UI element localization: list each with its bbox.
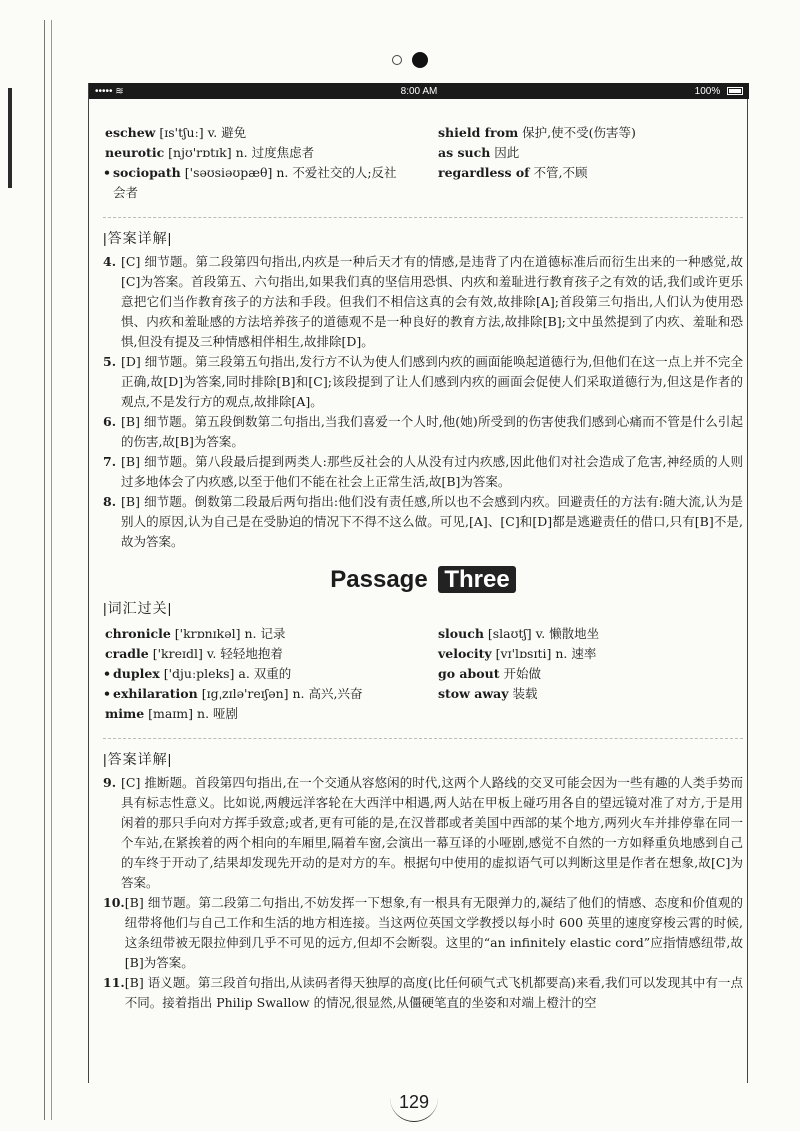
vocab-definition: ['kreɪdl] v. 轻轻地抱着 bbox=[148, 646, 283, 661]
vocab-item bbox=[103, 123, 428, 143]
answer-item bbox=[103, 973, 743, 1013]
vocab-word: mime bbox=[105, 706, 145, 721]
vocab-item bbox=[103, 704, 428, 724]
signal-indicator: ••••• ≋ bbox=[95, 85, 124, 97]
status-bar bbox=[89, 83, 749, 99]
vocab-definition-continued: 会者 bbox=[113, 185, 139, 200]
vocab-definition: [njʊ'rɒtɪk] n. 过度焦虑者 bbox=[164, 145, 315, 160]
answer-item bbox=[103, 492, 743, 552]
vocab-word: slouch bbox=[438, 626, 484, 641]
answer-item bbox=[103, 252, 743, 352]
vocab-column-left bbox=[103, 123, 428, 203]
answer-item bbox=[103, 893, 743, 973]
answers-list-2 bbox=[103, 773, 743, 1013]
answer-text: [B] 细节题。第二段第二句指出,不妨发挥一下想象,有一根具有无限弹力的,凝结了他们的情感、态度和价值观的纽带将他们与自己工作和生活的地方相连接。当这两位英国文学教授以每小时 600 英里的速度穿梭云霄的时候,这条纽带被无限拉伸到几乎不可见的远方,但却不会断裂。这里的“an infinitely elastic cord”应指情感纽带,故[B]为答案。 bbox=[124, 895, 743, 970]
page-content bbox=[103, 123, 743, 1013]
camera-dots bbox=[392, 52, 428, 68]
vocab-item bbox=[103, 163, 428, 183]
vocab-item bbox=[438, 664, 743, 684]
answer-text: [B] 语义题。第三段首句指出,从读码者得天独厚的高度(比任何硕气式飞机都要高)来看,我们可以发现其中有一点不同。接着指出 Philip Swallow 的情况,很显然,从僵硬笔直的坐姿和对端上橙汁的空 bbox=[124, 975, 743, 1010]
passage-number: Three bbox=[438, 566, 515, 593]
vocab-definition: ['səʊsiəʊpæθ] n. 不爱社交的人;反社 bbox=[180, 165, 397, 180]
answer-number: 10. bbox=[103, 895, 125, 910]
answers-heading: |答案详解| bbox=[103, 751, 173, 767]
divider bbox=[103, 738, 743, 739]
answer-item bbox=[103, 412, 743, 452]
vocab-word: cradle bbox=[105, 646, 149, 661]
answers-heading: |答案详解| bbox=[103, 230, 173, 246]
answer-text: [B] 细节题。第八段最后提到两类人:那些反社会的人从没有过内疚感,因此他们对社会造成了危害,神经质的人则过多地体会了内疚感,以至于他们不能在社会上正常生活,故[B]为答案。 bbox=[121, 454, 743, 489]
vocab-word: duplex bbox=[113, 666, 160, 681]
vocab-definition: 因此 bbox=[490, 145, 520, 160]
vocab-item bbox=[438, 123, 743, 143]
camera-icon bbox=[412, 52, 428, 68]
answers-list-1 bbox=[103, 252, 743, 552]
star-marker: • bbox=[103, 686, 111, 701]
page-number: 129 bbox=[390, 1092, 438, 1122]
vocab-word: eschew bbox=[105, 125, 156, 140]
answer-number: 7. bbox=[103, 454, 117, 469]
vocab-word: go about bbox=[438, 666, 500, 681]
battery-percent: 100% bbox=[694, 85, 721, 97]
star-marker: • bbox=[103, 666, 111, 681]
vocab-word: velocity bbox=[438, 646, 492, 661]
passage-word: Passage bbox=[330, 566, 428, 593]
vocab-item bbox=[438, 684, 743, 704]
margin-line bbox=[51, 20, 52, 1120]
answer-number: 8. bbox=[103, 494, 117, 509]
divider bbox=[103, 217, 743, 218]
star-marker: • bbox=[103, 165, 111, 180]
vocab-definition: [ɪs'tʃuː] v. 避免 bbox=[155, 125, 247, 140]
status-time: 8:00 AM bbox=[400, 85, 438, 97]
vocab-definition: 保护,使不受(伤害等) bbox=[518, 125, 636, 140]
tablet-screen bbox=[88, 83, 748, 1083]
vocab-word: exhilaration bbox=[113, 686, 198, 701]
vocab-word: sociopath bbox=[113, 165, 181, 180]
answer-item bbox=[103, 352, 743, 412]
vocab-item bbox=[103, 644, 428, 664]
vocab-word: stow away bbox=[438, 686, 509, 701]
answer-item bbox=[103, 773, 743, 893]
vocab-item bbox=[103, 624, 428, 644]
answer-item bbox=[103, 452, 743, 492]
answer-number: 5. bbox=[103, 354, 117, 369]
vocab-definition: 开始做 bbox=[499, 666, 541, 681]
vocab-word: neurotic bbox=[105, 145, 165, 160]
sensor-icon bbox=[392, 55, 402, 65]
vocab-list-1 bbox=[103, 123, 743, 203]
vocab-item bbox=[103, 664, 428, 684]
vocab-heading: |词汇过关| bbox=[103, 600, 173, 616]
vocab-column-right bbox=[438, 123, 743, 203]
vocab-list-2 bbox=[103, 624, 743, 724]
vocab-definition: [vɪ'lɒsɪti] n. 速率 bbox=[491, 646, 597, 661]
answer-number: 6. bbox=[103, 414, 117, 429]
vocab-word: as such bbox=[438, 145, 491, 160]
vocab-item bbox=[438, 644, 743, 664]
vocab-word: shield from bbox=[438, 125, 519, 140]
battery-icon bbox=[727, 87, 743, 95]
vocab-definition: [maɪm] n. 哑剧 bbox=[144, 706, 239, 721]
vocab-column-left bbox=[103, 624, 428, 724]
answer-number: 9. bbox=[103, 775, 117, 790]
vocab-item bbox=[438, 624, 743, 644]
margin-bar bbox=[8, 88, 12, 188]
answer-number: 11. bbox=[103, 975, 125, 990]
vocab-definition: [slaʊtʃ] v. 懒散地坐 bbox=[483, 626, 600, 641]
margin-line bbox=[44, 20, 45, 1120]
vocab-definition: ['krɒnɪkəl] n. 记录 bbox=[170, 626, 286, 641]
vocab-column-right bbox=[438, 624, 743, 724]
answer-text: [B] 细节题。第五段倒数第二句指出,当我们喜爱一个人时,他(她)所受到的伤害使我们感到心痛而不管是什么引起的伤害,故[B]为答案。 bbox=[121, 414, 743, 449]
answer-number: 4. bbox=[103, 254, 117, 269]
answer-text: [B] 细节题。倒数第二段最后两句指出:他们没有责任感,所以也不会感到内疚。回避责任的方法有:随大流,认为是别人的原因,认为自己是在受胁迫的情况下不得不这么做。可见,[A]、[C]和[D]都是逃避责任的借口,只有[B]不是,故为答案。 bbox=[121, 494, 743, 549]
vocab-word: regardless of bbox=[438, 165, 530, 180]
answer-text: [D] 细节题。第三段第五句指出,发行方不认为使人们感到内疚的画面能唤起道德行为,但他们在这一点上并不完全正确,故[D]为答案,同时排除[B]和[C];该段提到了让人们感到内疚的画面会促使人们采取道德行为,但这是作者的观点,不是发行方的观点,故排除[A]。 bbox=[121, 354, 743, 409]
vocab-item bbox=[103, 684, 428, 704]
answer-text: [C] 推断题。首段第四句指出,在一个交通从容悠闲的时代,这两个人路线的交叉可能会因为一些有趣的人类手势而具有标志性意义。比如说,两艘远洋客轮在大西洋中相遇,两人站在甲板上碰巧用各自的望远镜对准了对方,于是用闲着的那只手向对方挥手致意;或者,更有可能的是,在汉普郡或者美国中西部的某个地方,两列火车并排停靠在同一个车站,在紧挨着的两个相向的车厢里,隔着车窗,会演出一幕互译的小哑剧,感觉不自然的一方如释重负地感到自己的车终于开动了,结果却发现先开动的是对方的车。根据句中使用的虚拟语气可以判断这里是作者在想象,故[C]为答案。 bbox=[121, 775, 743, 890]
vocab-definition: ['djuːpleks] a. 双重的 bbox=[159, 666, 292, 681]
vocab-definition: [ɪgˌzɪlə'reɪʃən] n. 高兴,兴奋 bbox=[197, 686, 363, 701]
vocab-definition: 装载 bbox=[508, 686, 538, 701]
vocab-item bbox=[438, 163, 743, 183]
passage-title bbox=[103, 566, 743, 593]
vocab-item bbox=[438, 143, 743, 163]
vocab-item bbox=[103, 143, 428, 163]
battery-indicator bbox=[695, 86, 743, 97]
answer-text: [C] 细节题。第二段第四句指出,内疚是一种后天才有的情感,是违背了内在道德标准后而衍生出来的一种感觉,故[C]为答案。首段第五、六句指出,如果我们真的坚信用恐惧、内疚和羞耻进行教育孩子之有效的话,我们或许更乐意把它们当作教育孩子的方法和手段。但我们不相信这真的会有效,故排除[A];首段第三句指出,人们认为使用恐惧、内疚和羞耻感的方法培养孩子的道德观不是一种良好的教育方法,故排除[B];文中虽然提到了内疚、羞耻和恐惧,但没有提及三种情感相伴相生,故排除[D]。 bbox=[121, 254, 743, 349]
vocab-definition: 不管,不顾 bbox=[529, 165, 588, 180]
vocab-word: chronicle bbox=[105, 626, 171, 641]
